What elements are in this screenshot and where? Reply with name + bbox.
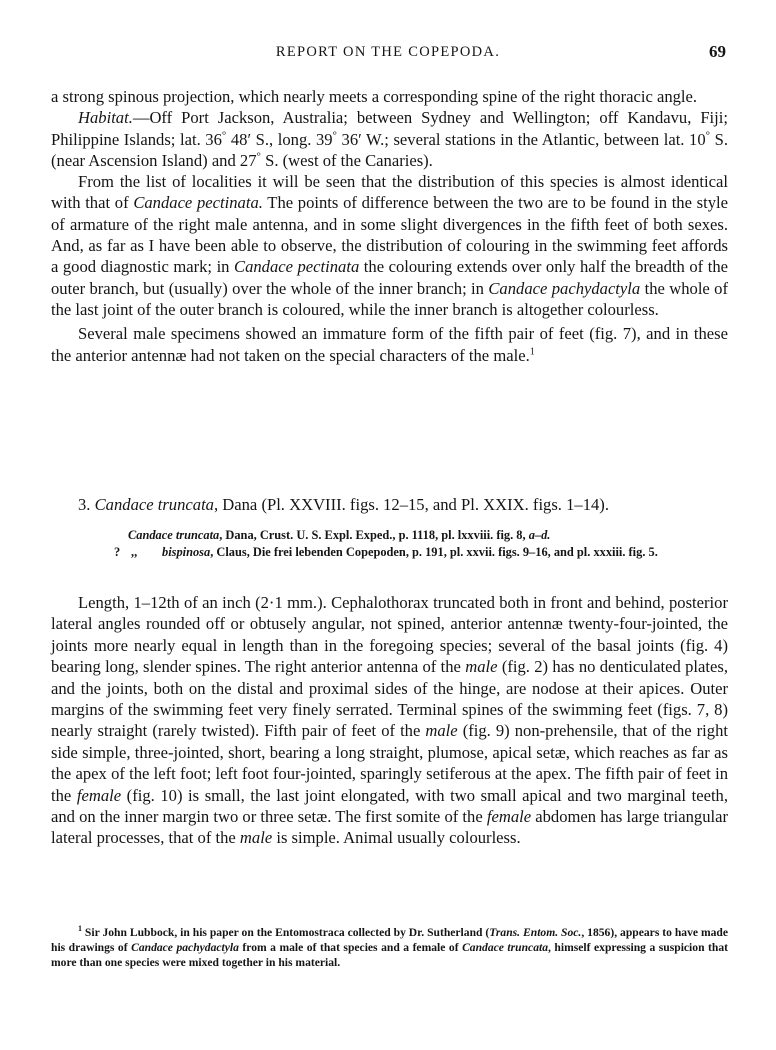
footnote-species: Candace truncata xyxy=(462,941,549,954)
description-emphasis: female xyxy=(76,785,122,805)
description-emphasis: male xyxy=(239,828,273,848)
description-text: abdomen has large triangular lateral processes, that of the xyxy=(51,807,729,848)
paragraph-text: a strong spinous projection, which nearly meets a corresponding spine of the right thoracic angle. xyxy=(51,87,698,106)
description-text: (fig. 10) is small, the last joint elongated, with two small apical and two marginal teeth, and on the inner margin two or three setæ. The first somite of the xyxy=(51,785,728,827)
degree-sign-3: ° xyxy=(705,129,711,142)
degree-sign-2: ° xyxy=(332,129,337,142)
footnote-text: , 1856), appears to have made his drawings of xyxy=(51,926,728,954)
synonymy-entry xyxy=(128,527,734,544)
footnote-text: , himself expressing a suspicion that more than one species were mixed together in his material. xyxy=(51,941,728,969)
footnote-text: Sir John Lubbock, in his paper on the Entomostraca collected by Dr. Sutherland ( xyxy=(82,926,490,939)
species-number: 3. xyxy=(78,495,91,514)
footnote-citation: Trans. Entom. Soc. xyxy=(489,926,582,939)
footnote-number: 1 xyxy=(78,924,82,934)
habitat-paragraph xyxy=(51,107,728,171)
page-number: 69 xyxy=(709,42,726,61)
synonym-name: Candace truncata xyxy=(128,528,220,542)
query-mark: ? xyxy=(114,544,121,559)
footnote-species: Candace pachydactyla xyxy=(131,941,239,954)
habitat-text-2: 48′ S., long. 39 xyxy=(226,129,333,149)
habitat-text-4: S. (near Ascension Island) and 27 xyxy=(51,129,728,170)
paragraph-continuation xyxy=(51,86,728,107)
footnote xyxy=(51,925,728,970)
species-heading xyxy=(51,494,728,516)
degree-sign-4: ° xyxy=(256,150,261,163)
synonym-reference-end: a–d. xyxy=(528,528,551,542)
ditto-mark: ,, xyxy=(131,544,138,559)
description-text: (fig. 2) has no denticulated plates, and the joints, both on the distal and proximal sides of the hinge, are nodose at their apices. Outer margins of the swimming feet very finely serrated. Terminal spines of the swimming feet (figs. 7, 8) nearly straight (rarely twisted). Fifth pair of feet of the xyxy=(51,657,728,741)
description-text: is simple. Animal usually colourless. xyxy=(272,828,521,848)
paragraph-text: the whole of the last joint of the outer branch is coloured, while the inner branch is altogether colourless. xyxy=(51,278,729,319)
body-text xyxy=(51,86,728,366)
running-head xyxy=(0,42,776,66)
habitat-label: Habitat. xyxy=(78,108,133,128)
synonymy-entry xyxy=(114,544,734,561)
description-emphasis: male xyxy=(465,657,498,677)
species-name: Candace pachydactyla xyxy=(488,278,641,298)
running-title: REPORT ON THE COPEPODA. xyxy=(275,44,501,60)
species-title: Candace truncata xyxy=(94,495,214,514)
description-emphasis: male xyxy=(425,721,458,741)
paragraph-text: From the list of localities it will be seen that the distribution of this species is almost identical with that of xyxy=(51,172,728,213)
description-text: Length, 1–12th of an inch (2·1 mm.). Cephalothorax truncated both in front and behind, posterior lateral angles rounded off or obtusely angular, not spined, anterior antennæ twenty-four-jointed, the joints more nearly equal in length than in the foregoing species; several of the basal joints (fig. 4) bearing long, slender spines. The right anterior antenna of the xyxy=(51,593,728,677)
distribution-paragraph xyxy=(51,171,728,320)
paragraph-text: Several male specimens showed an immature form of the fifth pair of feet (fig. 7), and in these the anterior antennæ had not taken on the special characters of the male. xyxy=(51,324,728,365)
synonym-name: bispinosa xyxy=(162,544,211,559)
habitat-text-3: 36′ W.; several stations in the Atlantic, between lat. 10 xyxy=(336,129,706,149)
footnote-text: from a male of that species and a female of xyxy=(238,941,463,954)
paragraph-text: The points of difference between the two are to be found in the style of armature of the right male antenna, and in some slight divergences in the fifth feet of both sexes. And, as far as I have been able to observe, the distribution of colouring in the swimming feet affords a good diagnostic mark; in xyxy=(51,193,729,277)
habitat-text-5: S. (west of the Canaries). xyxy=(260,150,433,170)
immature-paragraph xyxy=(51,323,728,366)
species-authority: , Dana (Pl. XXVIII. figs. 12–15, and Pl. XXIX. figs. 1–14). xyxy=(213,495,609,514)
species-description xyxy=(51,592,728,849)
footnote-reference: 1 xyxy=(529,346,535,358)
species-name: Candace pectinata xyxy=(234,257,360,277)
synonymy-list xyxy=(114,527,734,560)
synonym-reference: , Claus, Die frei lebenden Copepoden, p. 191, pl. xxvii. figs. 9–16, and pl. xxxiii. fig. 5. xyxy=(210,544,658,559)
description-emphasis: female xyxy=(486,807,532,827)
paragraph-text: the colouring extends over only half the breadth of the outer branch, but (usually) over the whole of the inner branch; in xyxy=(51,257,728,298)
description-paragraph xyxy=(51,592,728,849)
degree-sign-1: ° xyxy=(221,129,227,142)
description-text: (fig. 9) non-prehensile, that of the right side simple, three-jointed, short, bearing a long straight, plumose, apical setæ, which reaches as far as the apex of the left foot; left foot four-jointed, sparingly setiferous at the apex. The fifth pair of feet in the xyxy=(51,721,728,805)
species-name: Candace pectinata. xyxy=(133,193,263,213)
habitat-text-1: —Off Port Jackson, Australia; between Sydney and Wellington; off Kandavu, Fiji; Philippine Islands; lat. 36 xyxy=(51,108,728,149)
synonym-reference: , Dana, Crust. U. S. Expl. Exped., p. 1118, pl. lxxviii. fig. 8, xyxy=(219,528,529,542)
